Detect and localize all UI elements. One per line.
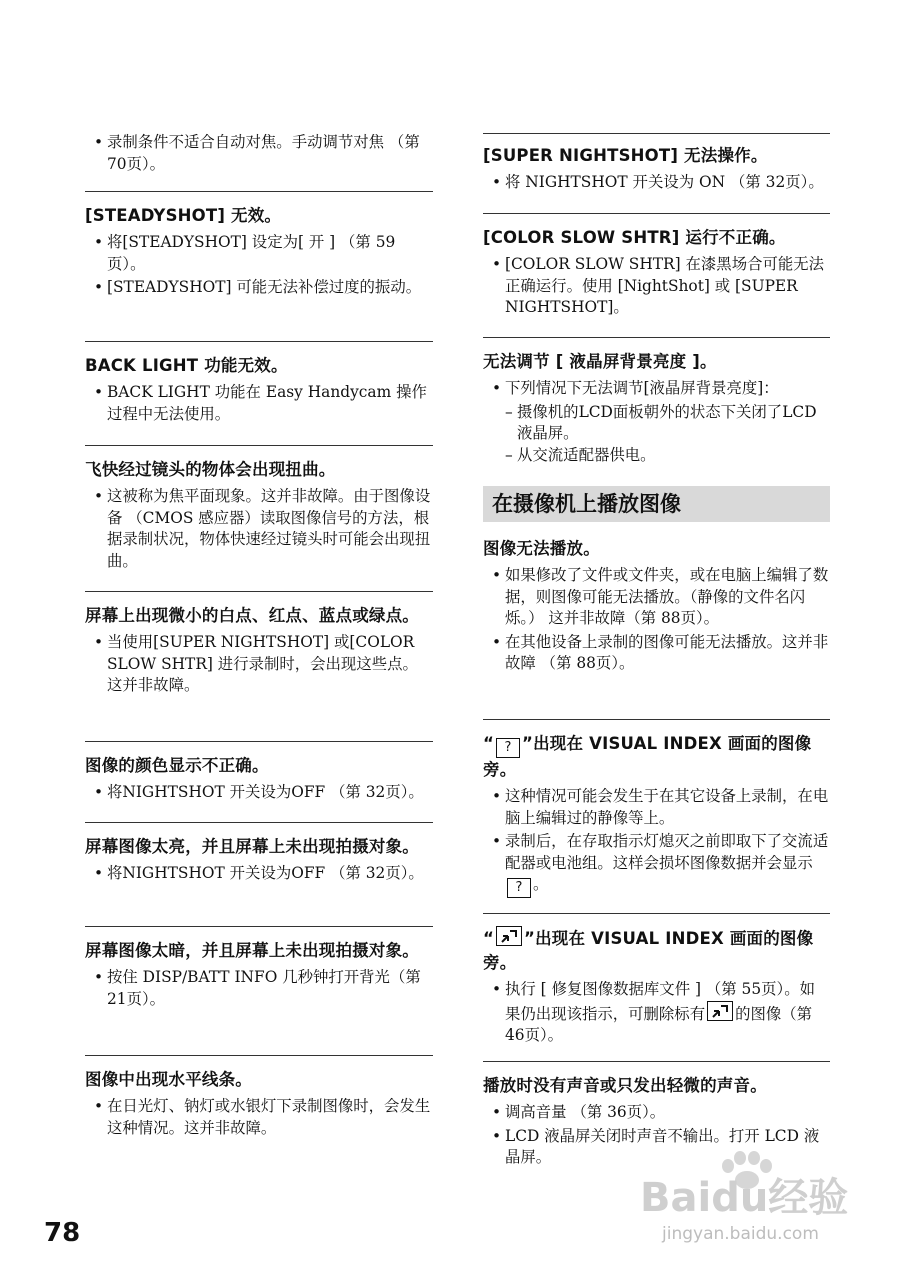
heading-text: ”出现在 VISUAL INDEX 画面的图像旁。: [483, 734, 812, 779]
section-heading: 播放时没有声音或只发出轻微的声音。: [483, 1076, 767, 1095]
bullet: • BACK LIGHT 功能在 Easy Handycam 操作过程中无法使用。: [85, 382, 433, 425]
bullet: • 在其他设备上录制的图像可能无法播放。这并非故障 （第 88页）。: [483, 632, 830, 675]
watermark: [640, 1150, 850, 1255]
bullet: • 将NIGHTSHOT 开关设为OFF （第 32页）。: [85, 782, 433, 804]
section-color: [85, 741, 433, 806]
bullet: • 这种情况可能会发生于在其它设备上录制，在电脑上编辑过的静像等上。: [483, 786, 830, 829]
bullet: • 将[STEADYSHOT] 设定为[ 开 ] （第 59 页）。: [85, 232, 433, 275]
section-steadyshot: [85, 191, 433, 301]
database-error-icon: [496, 926, 522, 946]
page-number: 78: [44, 1218, 81, 1248]
section-too-dark: [85, 926, 433, 1012]
bullet: • 按住 DISP/BATT INFO 几秒钟打开背光（第 21页）。: [85, 967, 433, 1010]
bullet-text: 执行 [ 修复图像数据库文件 ] （第 55页）。如果仍出现该指示，可删除标有: [505, 980, 815, 1023]
section-heading: 屏幕图像太暗，并且屏幕上未出现拍摄对象。: [85, 941, 419, 960]
section-lines: [85, 1055, 433, 1141]
section-backlight: [85, 341, 433, 427]
bullet: • [COLOR SLOW SHTR] 在漆黑场合可能无法正确运行。使用 [NightShot] 或 [SUPER NIGHTSHOT]。: [483, 254, 830, 319]
section-question-icon: [483, 719, 830, 900]
bullet: • 将NIGHTSHOT 开关设为OFF （第 32页）。: [85, 863, 433, 885]
quote-open: “: [483, 929, 495, 948]
bullet: [483, 831, 830, 898]
watermark-logo: Baidu经验: [640, 1175, 849, 1221]
quote-open: “: [483, 734, 495, 753]
watermark-url: jingyan.baidu.com: [662, 1224, 819, 1244]
section-distortion: [85, 445, 433, 574]
bullet-text: 录制后，在存取指示灯熄灭之前即取下了交流适配器或电池组。这样会损坏图像数据并会显示: [505, 832, 829, 872]
bullet: • 当使用[SUPER NIGHTSHOT] 或[COLOR SLOW SHTR] 进行录制时，会出现这些点。这并非故障。: [85, 632, 433, 697]
bullet: • 下列情况下无法调节[液晶屏背景亮度]：: [483, 378, 830, 400]
heading-text: ”出现在 VISUAL INDEX 画面的图像旁。: [483, 929, 814, 972]
section-heading: 屏幕上出现微小的白点、红点、蓝点或绿点。: [85, 606, 419, 625]
section-too-bright: [85, 822, 433, 887]
section-heading: [COLOR SLOW SHTR] 运行不正确。: [483, 228, 786, 247]
section-heading: 图像的颜色显示不正确。: [85, 756, 269, 775]
question-icon: ?: [507, 878, 531, 898]
section-heading: [STEADYSHOT] 无效。: [85, 206, 282, 225]
section-banner: 在摄像机上播放图像: [483, 486, 830, 522]
section-heading: 飞快经过镜头的物体会出现扭曲。: [85, 460, 336, 479]
section-repair-icon: [483, 913, 830, 1049]
section-heading: 无法调节 [ 液晶屏背景亮度 ]。: [483, 352, 717, 371]
section-heading: 屏幕图像太亮，并且屏幕上未出现拍摄对象。: [85, 837, 419, 856]
bullet: • 如果修改了文件或文件夹，或在电脑上编辑了数据，则图像可能无法播放。（静像的文件名闪烁。） 这并非故障（第 88页）。: [483, 565, 830, 630]
bullet: [483, 979, 830, 1047]
section-heading: BACK LIGHT 功能无效。: [85, 356, 288, 375]
bullet-text: 。: [533, 875, 549, 893]
section-autofocus: [85, 128, 433, 177]
bullet: • 将 NIGHTSHOT 开关设为 ON （第 32页）。: [483, 172, 830, 194]
section-heading: 图像中出现水平线条。: [85, 1070, 252, 1089]
bullet: • 这被称为焦平面现象。这并非故障。由于图像设备 （CMOS 感应器）读取图像信号的方法，根据录制状况，物体快速经过镜头时可能会出现扭曲。: [85, 486, 433, 572]
question-icon: ?: [496, 738, 520, 758]
bullet: • [STEADYSHOT] 可能无法补偿过度的振动。: [85, 277, 433, 299]
database-error-icon: [707, 1001, 733, 1021]
section-heading: [SUPER NIGHTSHOT] 无法操作。: [483, 146, 768, 165]
section-lcd-brightness: [483, 337, 830, 466]
section-heading: [483, 926, 830, 975]
bullet: • 调高音量 （第 36页）。: [483, 1102, 830, 1124]
bullet-text: 的图像（第 46页）。: [505, 1004, 813, 1044]
section-heading: 图像无法播放。: [483, 539, 600, 558]
dash-item: – 摄像机的LCD面板朝外的状态下关闭了LCD 液晶屏。: [483, 402, 830, 445]
section-dots: [85, 591, 433, 699]
bullet: • 在日光灯、钠灯或水银灯下录制图像时，会发生这种情况。这并非故障。: [85, 1096, 433, 1139]
section-heading: [483, 732, 830, 782]
bullet: • 录制条件不适合自动对焦。手动调节对焦 （第 70页）。: [85, 132, 433, 175]
section-color-slow-shtr: [483, 213, 830, 321]
section-cannot-play: [483, 537, 830, 677]
bullet: • LCD 液晶屏关闭时声音不输出。打开 LCD 液晶屏。: [483, 1126, 830, 1169]
dash-item: – 从交流适配器供电。: [483, 445, 830, 467]
section-super-nightshot: [483, 133, 830, 196]
